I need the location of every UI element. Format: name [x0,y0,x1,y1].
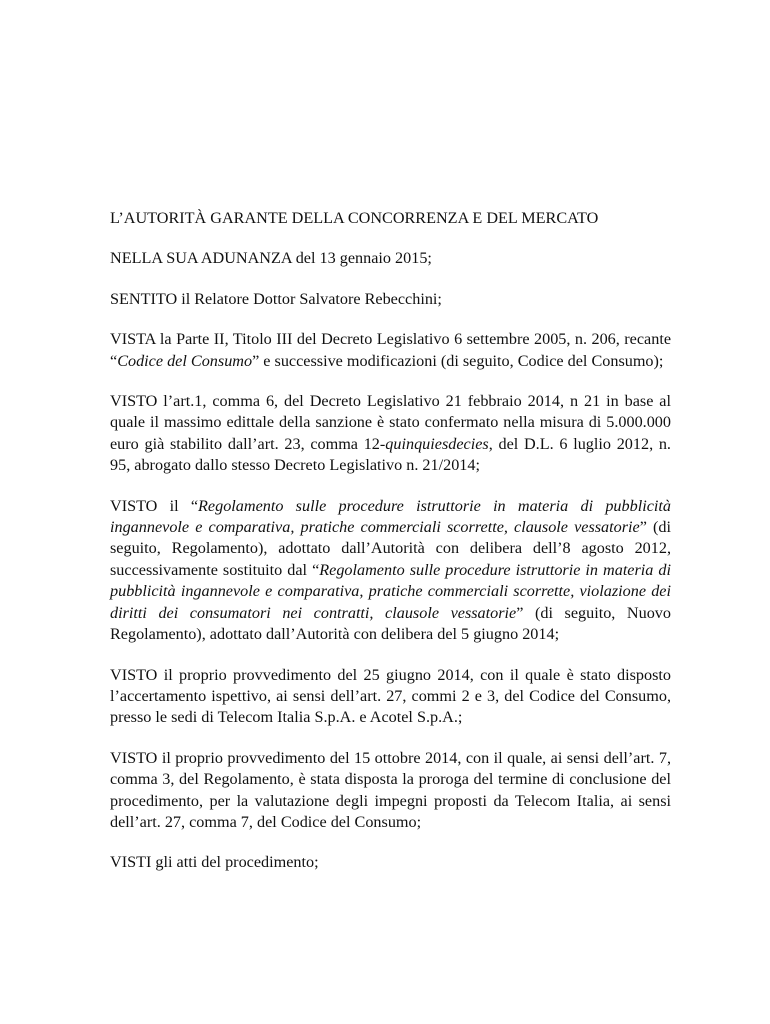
paragraph-regolamento-italic-b: Regolamento sulle procedure istruttorie in materia di pubblicità ingannevole e comparativa, pratiche commerciali scorrette, clausole vessatorie [110,496,671,537]
paragraph-adunanza: NELLA SUA ADUNANZA del 13 gennaio 2015; [110,249,432,268]
paragraph-vista-codice [110,329,671,372]
paragraph-regolamento-text-e: ” (di seguito, Nuovo Regolamento), adottato dall’Autorità con delibera del 5 giugno 2014; [110,603,671,644]
paragraph-visto-art1 [110,391,671,477]
document-heading: L’AUTORITÀ GARANTE DELLA CONCORRENZA E DEL MERCATO [110,209,599,227]
paragraph-vista-italic-title: Codice del Consumo [117,351,253,370]
paragraph-vista-text-c: ” e successive modificazioni (di seguito, Codice del Consumo); [252,351,664,370]
document-page [110,208,671,874]
paragraph-regolamento-text-c: ” (di seguito, Regolamento), adottato dall’Autorità con delibera dell’8 agosto 2012, successivamente sostituito dal “ [110,518,671,579]
paragraph-visto-art1-text-c: , del D.L. 6 luglio 2012, n. 95, abrogato dallo stesso Decreto Legislativo n. 21/2014; [110,434,671,475]
paragraph-regolamento-text-a: VISTO il “ [110,496,199,515]
paragraph-visto-giugno: VISTO il proprio provvedimento del 25 giugno 2014, con il quale è stato disposto l’accertamento ispettivo, ai sensi dell’art. 27, commi 2 e 3, del Codice del Consumo, presso le sedi di Telecom Italia S.p.A. e Acotel S.p.A.; [110,665,671,727]
paragraph-sentito: SENTITO il Relatore Dottor Salvatore Rebecchini; [110,289,442,308]
paragraph-vista-text-a: VISTA la Parte II, Titolo III del Decreto Legislativo 6 settembre 2005, n. 206, recante “ [110,330,671,370]
paragraph-visto-ottobre: VISTO il proprio provvedimento del 15 ottobre 2014, con il quale, ai sensi dell’art. 7, comma 3, del Regolamento, è stata disposta la proroga del termine di conclusione del procedimento, per la valutazione degli impegni proposti da Telecom Italia, ai sensi dell’art. 27, comma 7, del Codice del Consumo; [110,748,671,831]
paragraph-visti: VISTI gli atti del procedimento; [110,853,319,872]
paragraph-visto-art1-italic: quinquiesdecies [385,434,489,453]
paragraph-visto-art1-text-a: VISTO l’art.1, comma 6, del Decreto Legislativo 21 febbraio 2014, n 21 in base al quale il massimo edittale della sanzione è stato confermato nella misura di 5.000.000 euro già stabilito dall’art. 23, comma 12- [110,392,671,453]
paragraph-regolamento-italic-d: Regolamento sulle procedure istruttorie in materia di pubblicità ingannevole e comparativa, pratiche commerciali scorrette, violazione dei diritti dei consumatori nei contratti, clausole vessatorie [110,560,671,622]
paragraph-visto-regolamento [110,496,671,646]
